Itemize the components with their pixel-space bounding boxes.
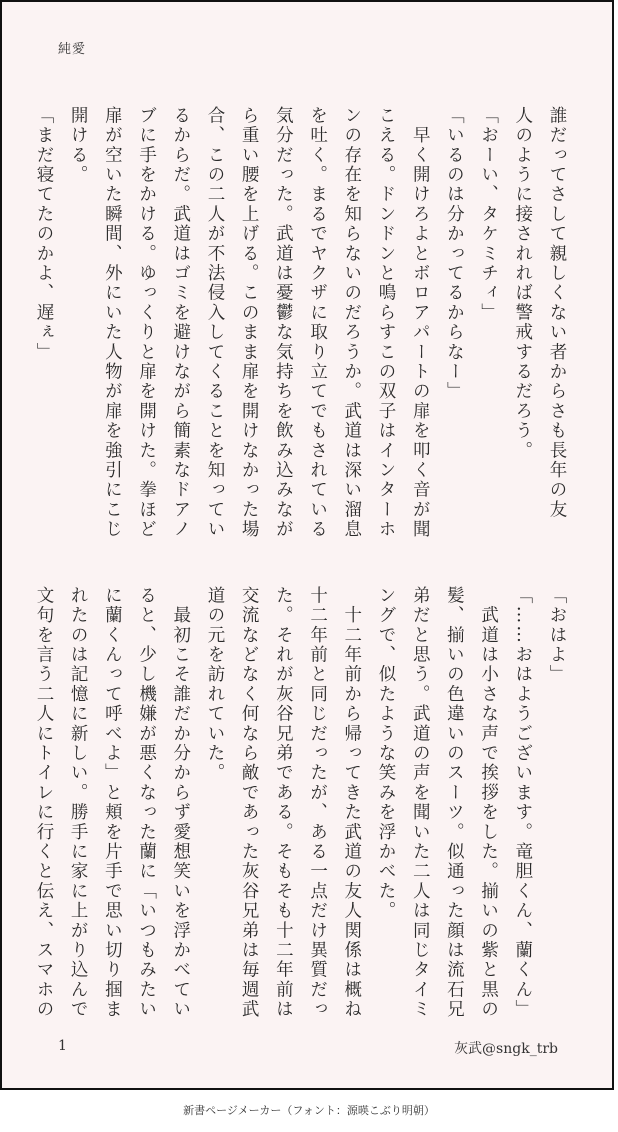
text-line: に蘭くんって呼べよ」と頬を片手で思い切り掴ま — [102, 586, 123, 1020]
text-block-top — [33, 106, 574, 546]
text-line: 交流などなく何なら敵であった灰谷兄弟は毎週武 — [239, 586, 260, 1020]
page-title: 純愛 — [58, 42, 87, 57]
text-line: 最初こそ誰だか分からず愛想笑いを浮かべてい — [170, 586, 191, 1020]
text-line: 髪、揃いの色違いのスーツ。似通った顔は流石兄 — [444, 586, 465, 1020]
text-line: ブに手をかける。ゆっくりと扉を開けた。拳ほど — [136, 106, 157, 540]
author-handle: 灰武@sngk_trb — [454, 1041, 558, 1057]
text-line: 文句を言う二人にトイレに行くと伝え、スマホの — [33, 586, 54, 1020]
text-line: 「いるのは分かってるからなー」 — [444, 106, 465, 402]
text-line: 「まだ寝てたのかよ、遅ぇ」 — [33, 106, 54, 363]
text-line: 開ける。 — [68, 106, 89, 185]
text-line: こえる。ドンドンと鳴らすこの双子はインターホ — [375, 106, 396, 540]
text-line: ると、少し機嫌が悪くなった蘭に「いつもみたい — [136, 586, 157, 1020]
text-line: 誰だってさして親しくない者からさも長年の友 — [547, 106, 567, 520]
text-line: 十二年前から帰ってきた武道の友人関係は概ね — [341, 586, 362, 1020]
text-line: 道の元を訪れていた。 — [204, 586, 225, 783]
text-line: ングで、似たような笑みを浮かべた。 — [375, 586, 396, 921]
text-line: 「……おはようございます。竜胆くん、蘭くん」 — [512, 586, 533, 1020]
text-line: 扉が空いた瞬間、外にいた人物が扉を強引にこじ — [102, 106, 123, 540]
text-line: 早く開けろよとボロアパートの扉を叩く音が聞 — [410, 106, 431, 540]
page-number: 1 — [58, 1038, 67, 1054]
text-line: れたのは記憶に新しい。勝手に家に上がり込んで — [68, 586, 89, 1020]
text-line: た。それが灰谷兄弟である。そもそも十二年前は — [273, 586, 294, 1020]
text-line: を吐く。まるでヤクザに取り立てでもされている — [307, 106, 328, 540]
text-line: 十二年前と同じだったが、ある一点だけ異質だっ — [307, 586, 328, 1020]
text-line: るからだ。武道はゴミを避けながら簡素なドアノ — [170, 106, 191, 540]
text-line: ら重い腰を上げる。このまま扉を開けなかった場 — [239, 106, 260, 540]
text-line: ンの存在を知らないのだろうか。武道は深い溜息 — [341, 106, 362, 540]
text-line: 「おーい、タケミチィ」 — [478, 106, 499, 323]
text-line: 弟だと思う。武道の声を聞いた二人は同じタイミ — [410, 586, 431, 1020]
text-line: 「おはよ」 — [547, 586, 567, 685]
text-line: 気分だった。武道は憂鬱な気持ちを飲み込みなが — [273, 106, 294, 540]
text-line: 武道は小さな声で挨拶をした。揃いの紫と黒の — [478, 586, 499, 1020]
generator-credit: 新書ページメーカー（フォント：源暎こぶり明朝） — [183, 1104, 435, 1117]
text-block-bottom — [33, 586, 574, 1026]
text-line: 人のように接されれば警戒するだろう。 — [512, 106, 533, 461]
text-line: 合、この二人が不法侵入してくることを知ってい — [204, 106, 225, 540]
